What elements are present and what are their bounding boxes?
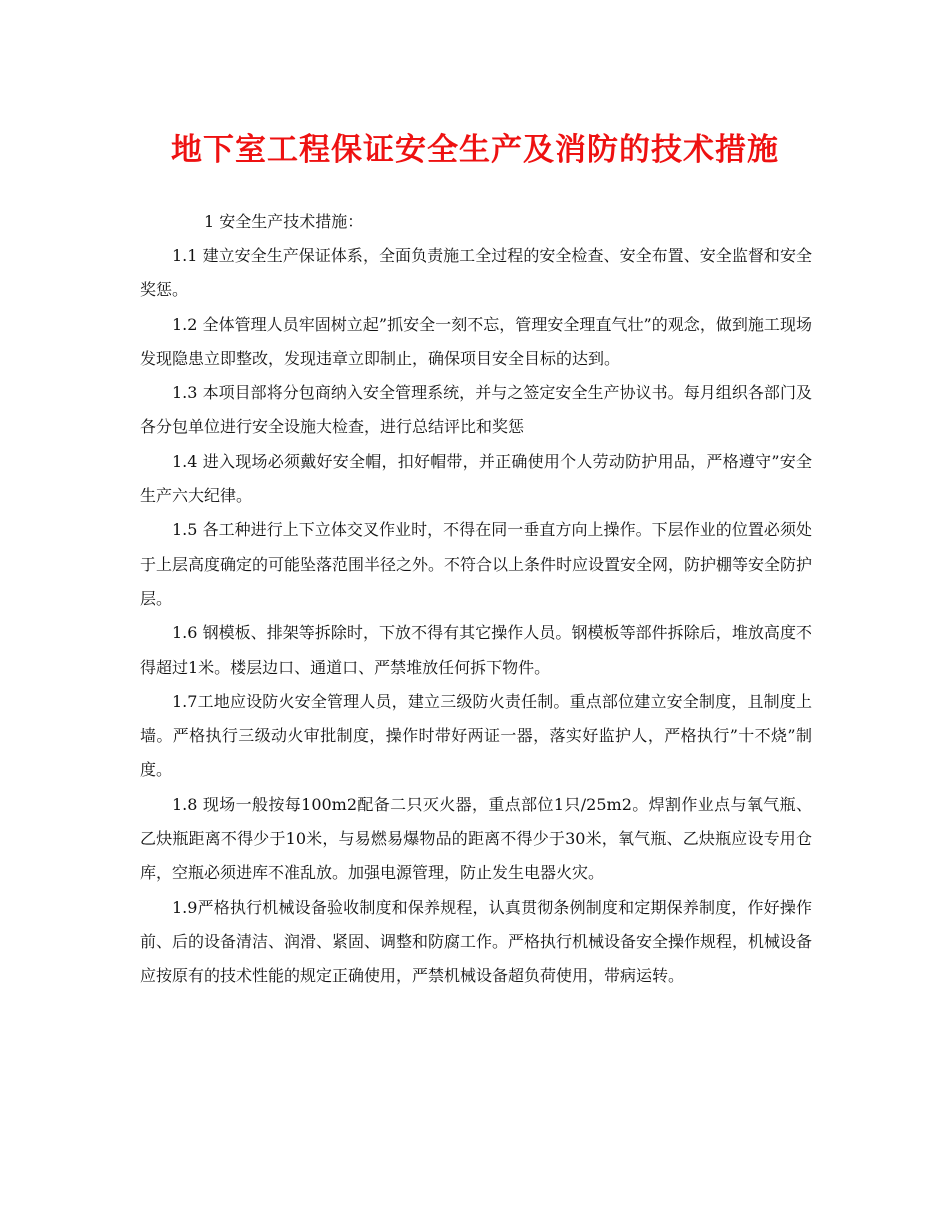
paragraph-1-6: 1.6 钢模板、排架等拆除时，下放不得有其它操作人员。钢模板等部件拆除后，堆放高度不得超过1米。楼层边口、通道口、严禁堆放任何拆下物件。 bbox=[140, 623, 812, 677]
document-body bbox=[140, 205, 812, 994]
paragraph-1-7: 1.7工地应设防火安全管理人员，建立三级防火责任制。重点部位建立安全制度，且制度上墙。严格执行三级动火审批制度，操作时带好两证一器，落实好监护人，严格执行”十不烧”制度。 bbox=[140, 691, 812, 780]
paragraph-1-9: 1.9严格执行机械设备验收制度和保养规程，认真贯彻条例制度和定期保养制度，作好操作前、后的设备清洁、润滑、紧固、调整和防腐工作。严格执行机械设备安全操作规程，机械设备应按原有的技术性能的规定正确使用，严禁机械设备超负荷使用，带病运转。 bbox=[140, 897, 813, 986]
paragraph-1-3: 1.3 本项目部将分包商纳入安全管理系统，并与之签定安全生产协议书。每月组织各部门及各分包单位进行安全设施大检查，进行总结评比和奖惩 bbox=[140, 383, 812, 437]
paragraph-1-1: 1.1 建立安全生产保证体系，全面负责施工全过程的安全检查、安全布置、安全监督和安全奖惩。 bbox=[140, 246, 812, 300]
paragraph-1-5: 1.5 各工种进行上下立体交叉作业时，不得在同一垂直方向上操作。下层作业的位置必须处于上层高度确定的可能坠落范围半径之外。不符合以上条件时应设置安全网，防护棚等安全防护层。 bbox=[140, 520, 813, 608]
section-heading: 1 安全生产技术措施： bbox=[204, 212, 364, 231]
paragraph-1-8: 1.8 现场一般按每100m2配备二只灭火器，重点部位1只/25m2。焊割作业点与氧气瓶、乙炔瓶距离不得少于10米，与易燃易爆物品的距离不得少于30米，氧气瓶、乙炔瓶应设专用仓库，空瓶必须进库不准乱放。加强电源管理，防止发生电器火灾。 bbox=[140, 794, 812, 883]
paragraph-1-2: 1.2 全体管理人员牢固树立起”抓安全一刻不忘，管理安全理直气壮”的观念，做到施工现场发现隐患立即整改，发现违章立即制止，确保项目安全目标的达到。 bbox=[140, 314, 812, 368]
document-title: 地下室工程保证安全生产及消防的技术措施 bbox=[171, 132, 779, 168]
paragraph-1-4: 1.4 进入现场必须戴好安全帽，扣好帽带，并正确使用个人劳动防护用品，严格遵守”安全生产六大纪律。 bbox=[140, 451, 812, 506]
